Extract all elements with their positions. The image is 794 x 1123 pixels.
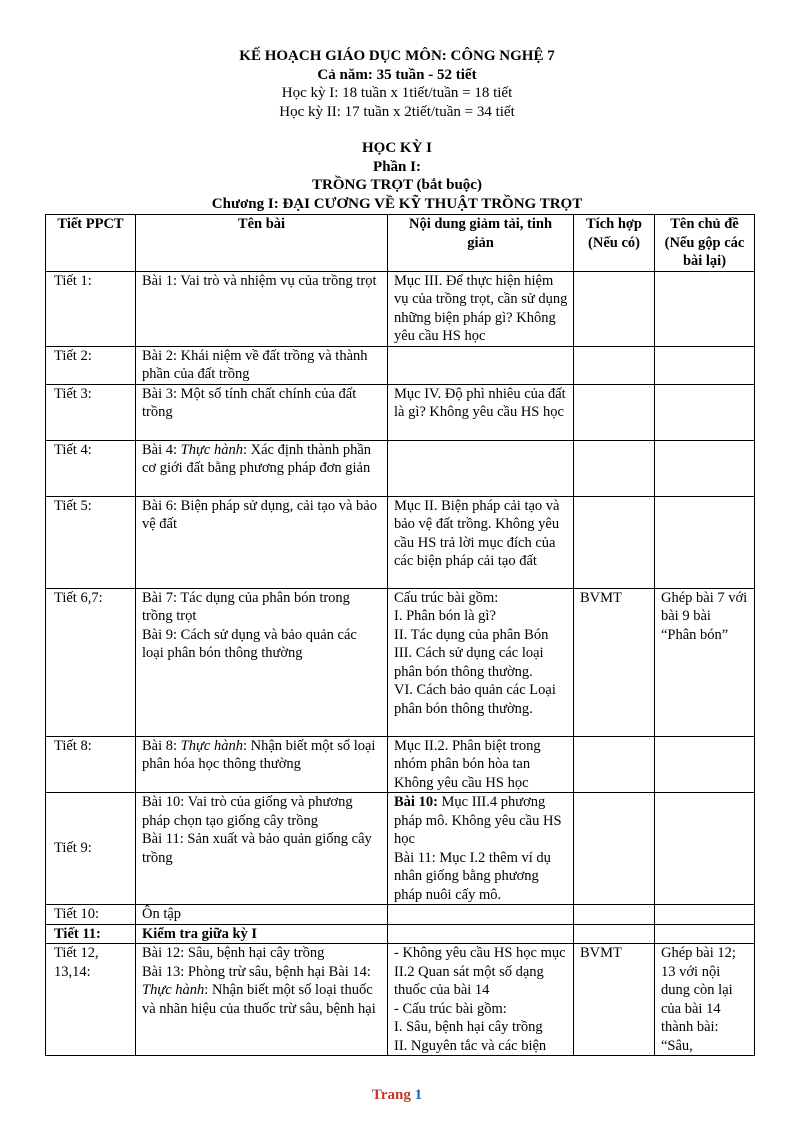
table-row	[46, 588, 755, 736]
lesson-cell: Bài 2: Khái niệm về đất trồng và thành phần của đất trồng	[136, 346, 388, 384]
table-row	[46, 944, 755, 1056]
lesson-cell: Bài 3: Một số tính chất chính của đất trồng	[136, 384, 388, 440]
period-cell: Tiết 10:	[46, 905, 136, 925]
lesson-cell: Kiểm tra giữa kỳ I	[136, 924, 388, 944]
page-number: 1	[414, 1087, 423, 1103]
header-lesson: Tên bài	[136, 215, 388, 272]
header-reduction: Nội dung giảm tải, tinh giản	[388, 215, 574, 272]
integration-cell	[574, 496, 655, 588]
topic-cell: Ghép bài 7 với bài 9 bài “Phân bón”	[655, 588, 755, 736]
period-cell: Tiết 6,7:	[46, 588, 136, 736]
integration-cell	[574, 905, 655, 925]
topic-cell	[655, 905, 755, 925]
integration-cell	[574, 924, 655, 944]
topic-cell	[655, 736, 755, 793]
reduction-cell	[388, 905, 574, 925]
topic-cell	[655, 924, 755, 944]
lesson-cell: Bài 6: Biện pháp sử dụng, cải tạo và bảo vệ đất	[136, 496, 388, 588]
lesson-cell: Bài 4: Thực hành: Xác định thành phần cơ giới đất bằng phương pháp đơn giản	[136, 440, 388, 496]
part-heading: Phần I:	[373, 158, 421, 175]
header-integration: Tích hợp (Nếu có)	[574, 215, 655, 272]
table-row	[46, 271, 755, 346]
semester1-summary: Học kỳ I: 18 tuần x 1tiết/tuần = 18 tiết	[281, 85, 513, 101]
period-cell: Tiết 9:	[46, 793, 136, 905]
document-title: KẾ HOẠCH GIÁO DỤC MÔN: CÔNG NGHỆ 7	[239, 48, 555, 64]
topic-cell	[655, 440, 755, 496]
table-row	[46, 440, 755, 496]
reduction-cell	[388, 924, 574, 944]
integration-cell	[574, 793, 655, 905]
lesson-cell: Bài 1: Vai trò và nhiệm vụ của trồng trọt	[136, 271, 388, 346]
period-cell: Tiết 2:	[46, 346, 136, 384]
topic-cell: Ghép bài 12; 13 với nội dung còn lại của bài 14 thành bài: “Sâu,	[655, 944, 755, 1056]
period-cell: Tiết 5:	[46, 496, 136, 588]
table-row	[46, 793, 755, 905]
integration-cell	[574, 736, 655, 793]
table-row	[46, 384, 755, 440]
integration-cell	[574, 271, 655, 346]
table-row	[46, 736, 755, 793]
integration-cell: BVMT	[574, 588, 655, 736]
reduction-cell	[388, 440, 574, 496]
year-summary: Cả năm: 35 tuần - 52 tiết	[317, 66, 477, 83]
lesson-cell: Bài 10: Vai trò của giống và phương pháp chọn tạo giống cây trồng Bài 11: Sản xuất và bảo quản giống cây trồng	[136, 793, 388, 905]
topic-cell	[655, 346, 755, 384]
period-cell: Tiết 12, 13,14:	[46, 944, 136, 1056]
reduction-cell: Bài 10: Mục III.4 phương pháp mô. Không yêu cầu HS học Bài 11: Mục I.2 thêm ví dụ nhân giống bằng phương pháp nuôi cấy mô.	[388, 793, 574, 905]
table-row	[46, 496, 755, 588]
semester2-summary: Học kỳ II: 17 tuần x 2tiết/tuần = 34 tiết	[279, 103, 515, 120]
header-topic: Tên chủ đề (Nếu gộp các bài lại)	[655, 215, 755, 272]
period-cell: Tiết 11:	[46, 924, 136, 944]
lesson-cell: Bài 8: Thực hành: Nhận biết một số loại phân hóa học thông thường	[136, 736, 388, 793]
table-header-row	[46, 215, 755, 272]
table-row	[46, 924, 755, 944]
lesson-plan-table	[45, 214, 755, 1056]
page-label: Trang	[371, 1087, 411, 1103]
table-row	[46, 346, 755, 384]
reduction-cell: Mục II.2. Phân biệt trong nhóm phân bón hòa tan Không yêu cầu HS học	[388, 736, 574, 793]
period-cell: Tiết 1:	[46, 271, 136, 346]
period-cell: Tiết 3:	[46, 384, 136, 440]
lesson-cell: Ôn tập	[136, 905, 388, 925]
lesson-cell: Bài 7: Tác dụng của phân bón trong trồng trọt Bài 9: Cách sử dụng và bảo quản các loại phân bón thông thường	[136, 588, 388, 736]
chapter-heading: Chương I: ĐẠI CƯƠNG VỀ KỸ THUẬT TRỒNG TRỌT	[211, 195, 583, 212]
document-header	[0, 47, 794, 213]
lesson-cell: Bài 12: Sâu, bệnh hại cây trồng Bài 13: Phòng trừ sâu, bệnh hại Bài 14: Thực hành: Nhận biết một số loại thuốc và nhãn hiệu của thuốc trừ sâu, bệnh hại	[136, 944, 388, 1056]
reduction-cell: Cấu trúc bài gồm: I. Phân bón là gì? II. Tác dụng của phân Bón III. Cách sử dụng các loại phân bón thông thường. VI. Cách bảo quản các Loại phân bón thông thường.	[388, 588, 574, 736]
page-footer	[0, 1087, 794, 1104]
integration-cell	[574, 384, 655, 440]
period-cell: Tiết 8:	[46, 736, 136, 793]
header-period: Tiết PPCT	[46, 215, 136, 272]
reduction-cell: - Không yêu cầu HS học mục II.2 Quan sát một số dạng thuốc của bài 14 - Cấu trúc bài gồm: I. Sâu, bệnh hại cây trồng II. Nguyên tắc và các biện	[388, 944, 574, 1056]
integration-cell: BVMT	[574, 944, 655, 1056]
reduction-cell: Mục III. Để thực hiện hiệm vụ của trồng trọt, cần sử dụng những biện pháp gì? Không yêu cầu HS học	[388, 271, 574, 346]
table-row	[46, 905, 755, 925]
reduction-cell: Mục II. Biện pháp cải tạo và bảo vệ đất trồng. Không yêu cầu HS trả lời mục đích của các biện pháp cải tạo đất	[388, 496, 574, 588]
period-cell: Tiết 4:	[46, 440, 136, 496]
integration-cell	[574, 440, 655, 496]
topic-cell	[655, 384, 755, 440]
semester-heading: HỌC KỲ I	[361, 140, 432, 156]
reduction-cell	[388, 346, 574, 384]
topic-cell	[655, 496, 755, 588]
topic-cell	[655, 271, 755, 346]
part-name: TRỒNG TRỌT (bắt buộc)	[312, 177, 482, 193]
integration-cell	[574, 346, 655, 384]
reduction-cell: Mục IV. Độ phì nhiêu của đất là gì? Không yêu cầu HS học	[388, 384, 574, 440]
topic-cell	[655, 793, 755, 905]
